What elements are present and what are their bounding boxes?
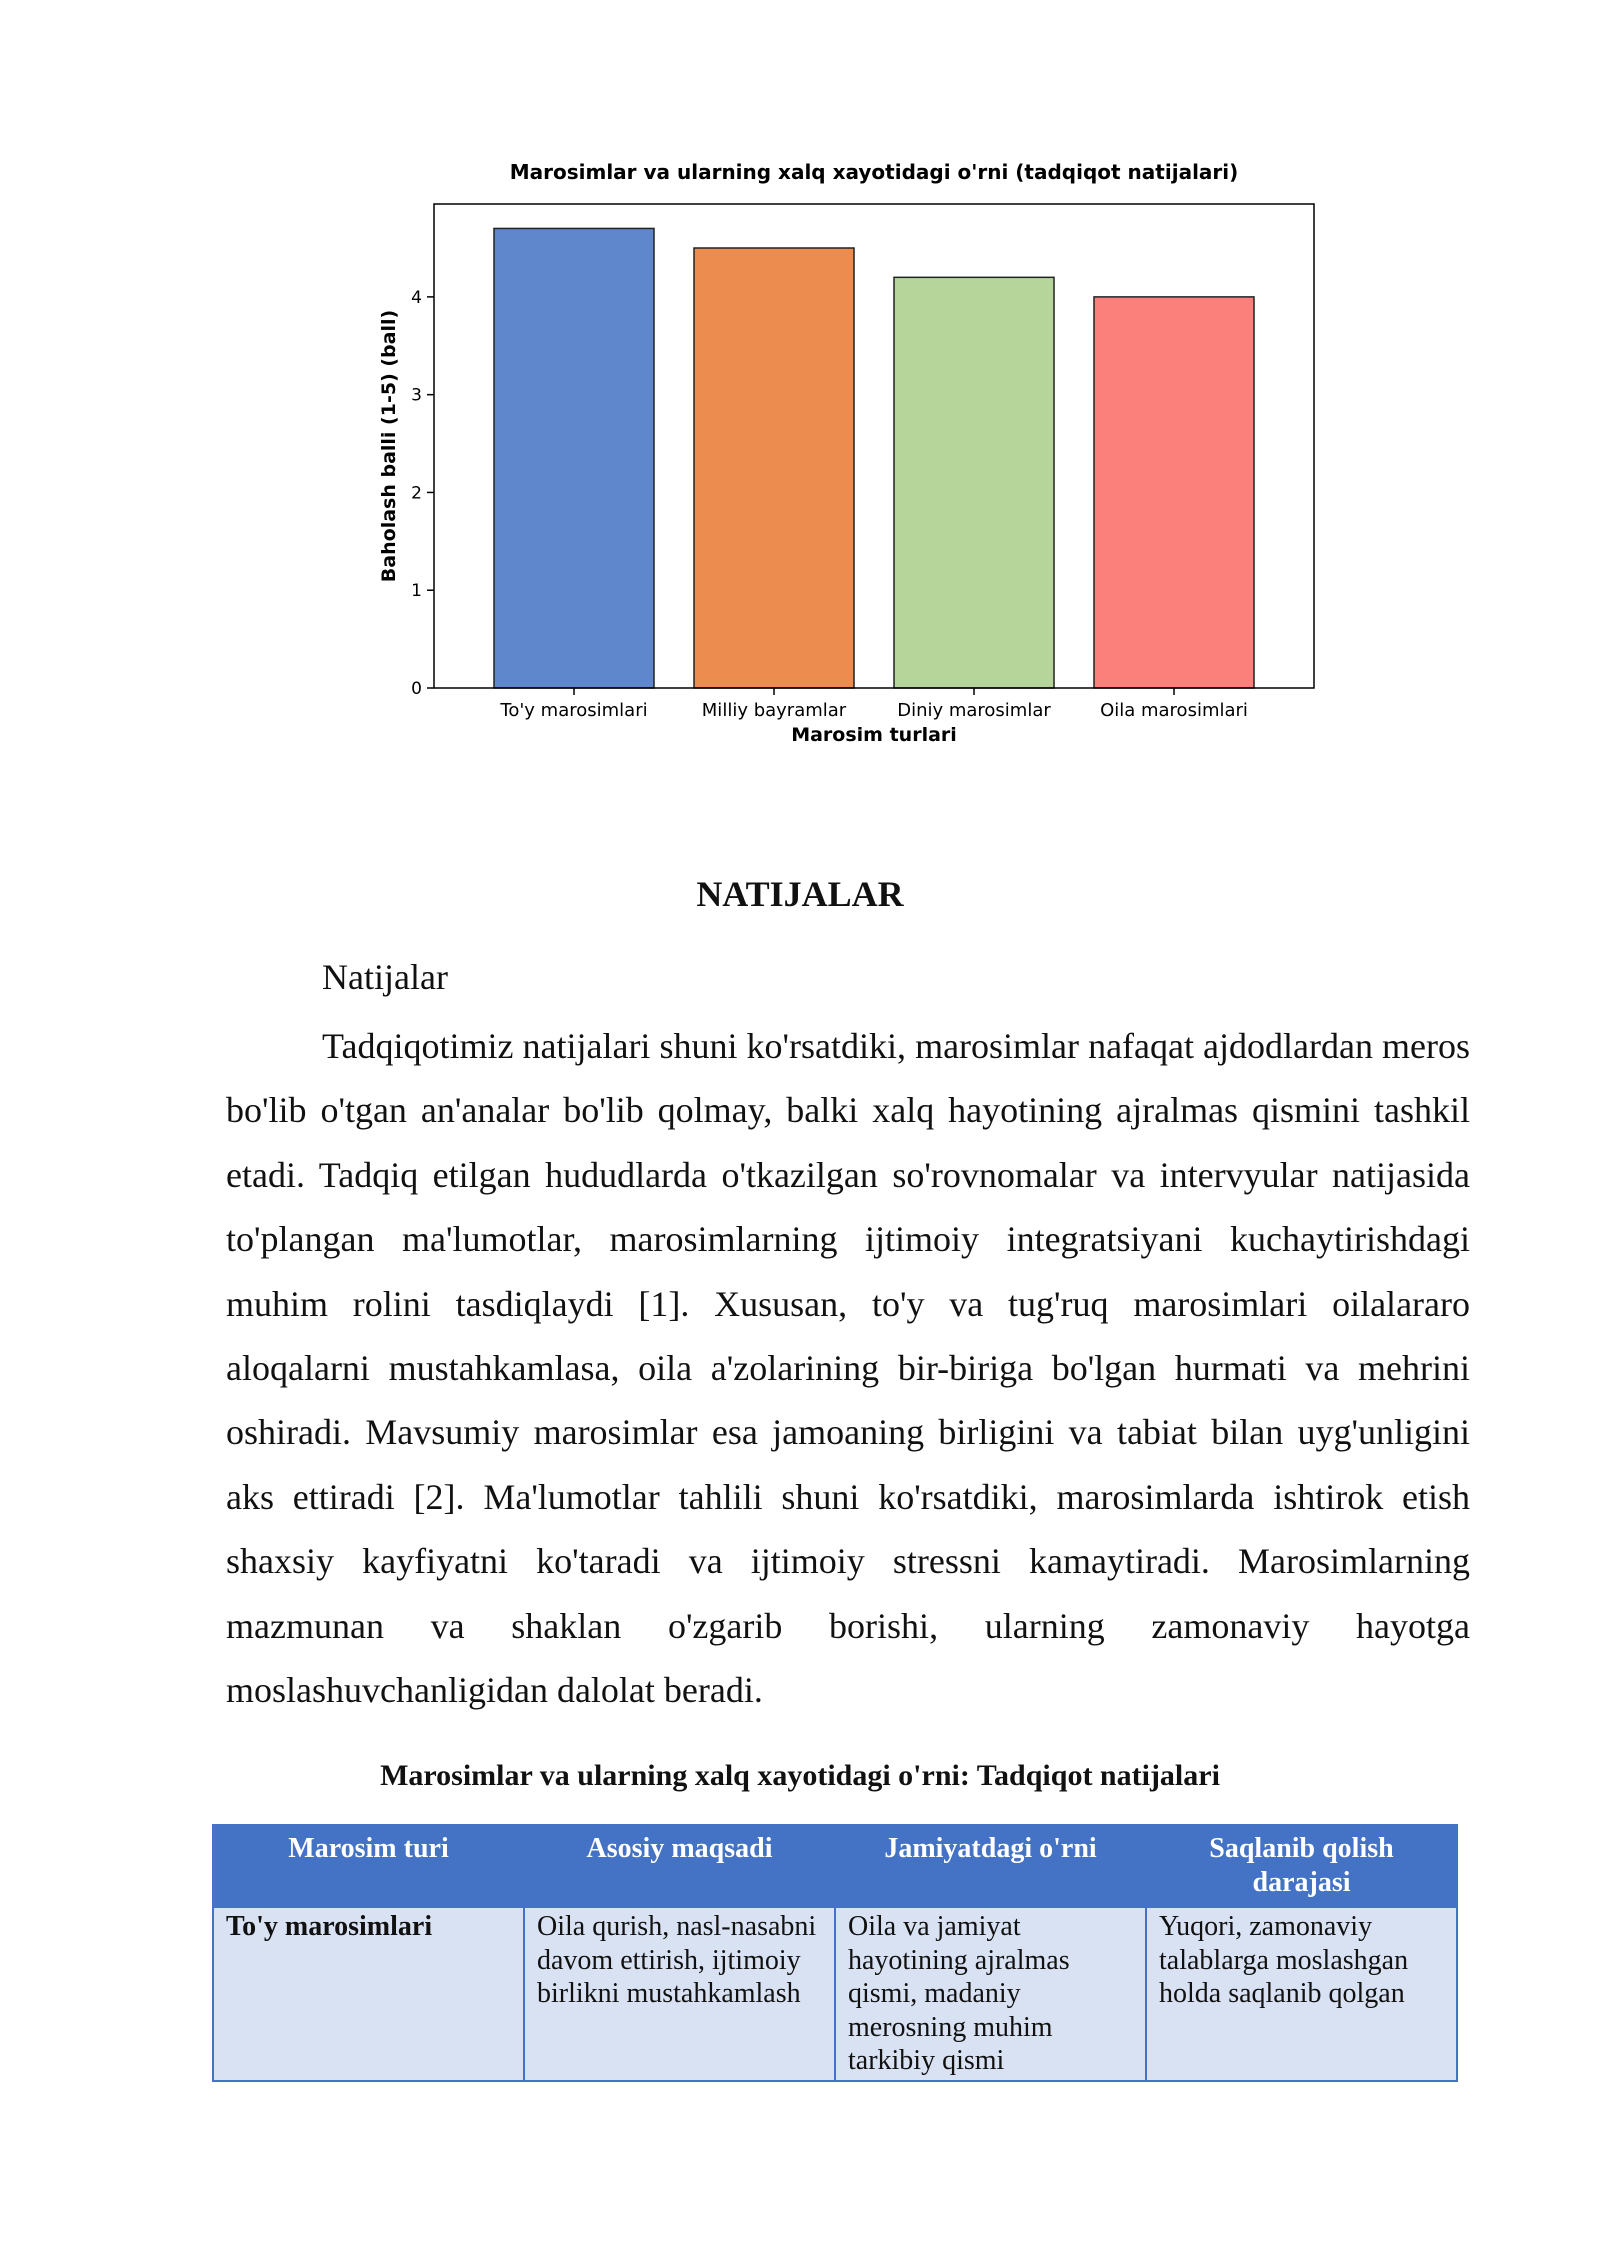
y-axis-label: Baholash balli (1-5) (ball) (378, 309, 400, 583)
y-tick-label: 1 (411, 581, 422, 602)
table-cell-ceremony-type: To'y marosimlari (213, 1907, 524, 2081)
x-tick-label: To'y marosimlari (500, 700, 648, 721)
y-tick-label: 3 (411, 385, 422, 406)
x-tick-label: Oila marosimlari (1100, 700, 1248, 721)
section-subheading: Natijalar (322, 957, 448, 997)
table-cell-social-role: Oila va jamiyat hayotining ajralmas qismi, madaniy merosning muhim tarkibiy qismi (835, 1907, 1146, 2081)
table-row (213, 1907, 1457, 2081)
plot-area (411, 228, 1254, 721)
body-paragraph: Tadqiqotimiz natijalari shuni ko'rsatdiki, marosimlar nafaqat ajdodlardan meros bo'lib o'tgan an'analar bo'lib qolmay, balki xalq hayotining ajralmas qismini tashkil etadi. Tadqiq etilgan hududlarda o'tkazilgan so'rovnomalar va intervyular natijasida to'plangan ma'lumotlar, marosimlarning ijtimoiy integratsiyani kuchaytirishdagi muhim rolini tasdiqlaydi [1]. Xususan, to'y va tug'ruq marosimlari oilalararo aloqalarni mustahkamlasa, oila a'zolarining bir-biriga bo'lgan hurmati va mehrini oshiradi. Mavsumiy marosimlar esa jamoaning birligini va tabiat bilan uyg'unligini aks ettiradi [2]. Ma'lumotlar tahlili shuni ko'rsatdiki, marosimlarda ishtirok etish shaxsiy kayfiyatni ko'taradi va ijtimoiy stressni kamaytiradi. Marosimlarning mazmunan va shaklan o'zgarib borishi, ularning zamonaviy hayotga moslashuvchanligidan dalolat beradi. (226, 1026, 1470, 1711)
chart-title: Marosimlar va ularning xalq xayotidagi o'rni (tadqiqot natijalari) (509, 160, 1239, 184)
table-header-row (213, 1825, 1457, 1907)
table-cell-preservation-level: Yuqori, zamonaviy talablarga moslashgan holda saqlanib qolgan (1146, 1907, 1457, 2081)
x-axis-label: Marosim turlari (791, 724, 957, 746)
x-tick-label: Milliy bayramlar (701, 700, 847, 721)
bar (694, 248, 854, 688)
section-heading: NATIJALAR (696, 874, 904, 914)
results-table (212, 1824, 1458, 2082)
y-tick-label: 0 (411, 679, 422, 699)
bar (1094, 297, 1254, 688)
bar-chart (368, 150, 1328, 760)
header-social-role: Jamiyatdagi o'rni (835, 1825, 1146, 1907)
y-tick-label: 2 (411, 483, 422, 504)
header-ceremony-type: Marosim turi (213, 1825, 524, 1907)
header-preservation-level: Saqlanib qolish darajasi (1146, 1825, 1457, 1907)
y-tick-label: 4 (411, 287, 422, 308)
header-main-purpose: Asosiy maqsadi (524, 1825, 835, 1907)
x-tick-label: Diniy marosimlar (897, 700, 1051, 721)
table-caption: Marosimlar va ularning xalq xayotidagi o'rni: Tadqiqot natijalari (380, 1759, 1220, 1792)
table-cell-main-purpose: Oila qurish, nasl-nasabni davom ettirish, ijtimoiy birlikni mustahkamlash (524, 1907, 835, 2081)
bar (494, 228, 654, 688)
bar (894, 277, 1054, 688)
